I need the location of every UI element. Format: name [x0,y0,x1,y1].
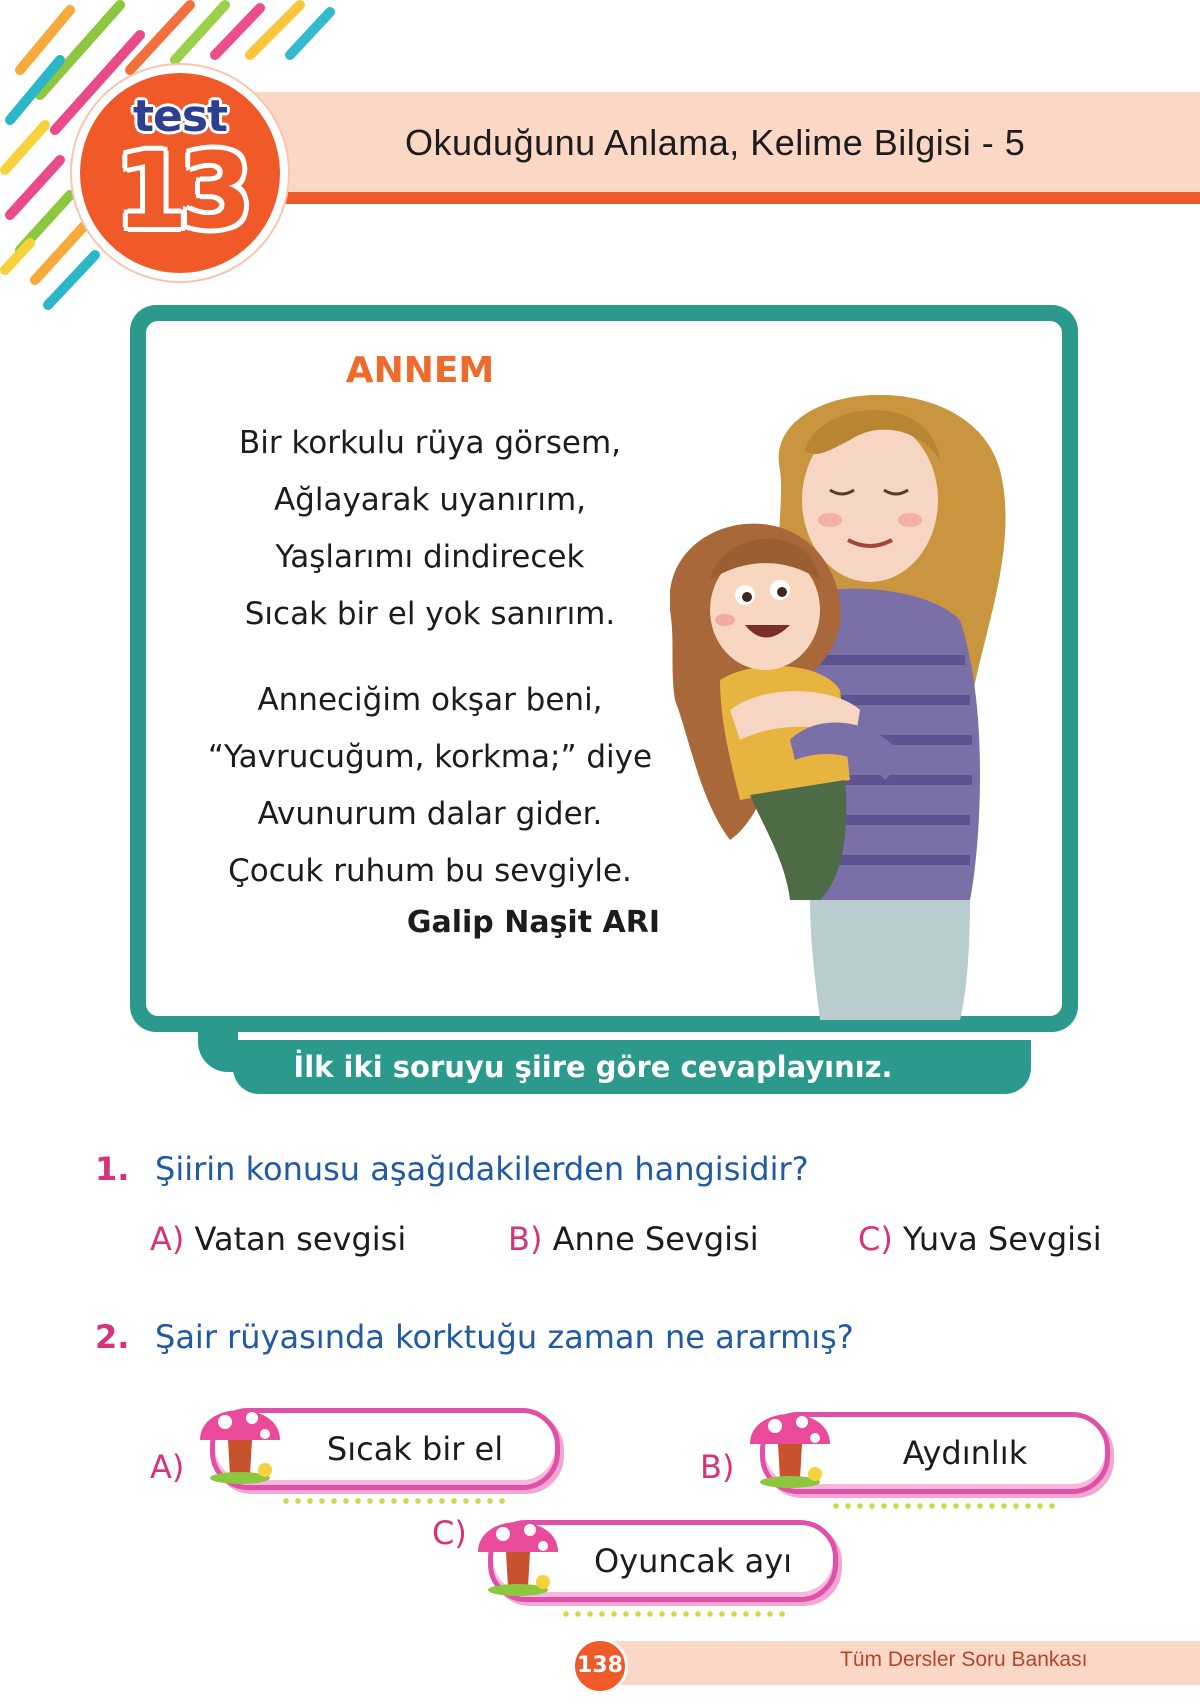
poem-line: Bir korkulu rüya görsem, [238,425,622,461]
mushroom-icon [190,1390,290,1490]
q1-option-a[interactable] [150,1220,406,1258]
question-2 [95,1318,854,1356]
question-text: Şair rüyasında korktuğu zaman ne ararmış? [155,1318,854,1356]
poem-line: Yaşlarımı dindirecek [275,539,585,575]
question-number: 2. [95,1318,130,1356]
book-title: Tüm Dersler Soru Bankası [840,1648,1088,1671]
option-text: Oyuncak ayı [593,1542,793,1580]
option-text: Anne Sevgisi [552,1220,759,1258]
poem-line: “Yavrucuğum, korkma;” diye [207,739,653,775]
instruction-text: İlk iki soruyu şiire göre cevaplayınız. [293,1050,893,1084]
badge-word: test [132,91,228,142]
mother-daughter-illustration [670,380,1030,1020]
poem-line: Sıcak bir el yok sanırım. [244,596,616,632]
question-number: 1. [95,1150,130,1188]
decorative-dots [560,1610,790,1618]
q2-option-a-letter: A) [150,1448,185,1486]
option-letter: B) [508,1220,543,1258]
mushroom-icon [740,1394,840,1494]
q1-option-b[interactable] [508,1220,759,1258]
page-title: Okuduğunu Anlama, Kelime Bilgisi - 5 [405,122,1026,163]
frame-tab-corner [198,1032,238,1072]
test-badge [72,65,288,281]
poem-stanza-1 [180,415,680,643]
option-letter: A) [150,1220,185,1258]
poem-author: Galip Naşit ARI [406,905,660,940]
option-text: Yuva Sevgisi [903,1220,1102,1258]
mushroom-icon [468,1502,568,1602]
question-1 [95,1150,809,1188]
option-text: Aydınlık [902,1434,1028,1472]
option-letter: C) [858,1220,893,1258]
poem-line: Çocuk ruhum bu sevgiyle. [228,853,632,889]
q2-option-c-letter: C) [432,1514,467,1552]
badge-number: 13 [115,130,245,252]
option-text: Sıcak bir el [326,1430,504,1468]
poem-stanza-2 [180,672,680,900]
poem-line: Ağlayarak uyanırım, [273,482,587,518]
q1-option-c[interactable] [858,1220,1102,1258]
decorative-dots [830,1502,1060,1510]
poem-title: ANNEM [345,350,495,391]
option-text: Vatan sevgisi [194,1220,407,1258]
page-number: 138 [572,1638,628,1694]
poem-line: Avunurum dalar gider. [257,796,603,832]
q2-option-b-letter: B) [700,1448,735,1486]
question-text: Şiirin konusu aşağıdakilerden hangisidir? [155,1150,809,1188]
poem-line: Anneciğim okşar beni, [257,682,603,718]
